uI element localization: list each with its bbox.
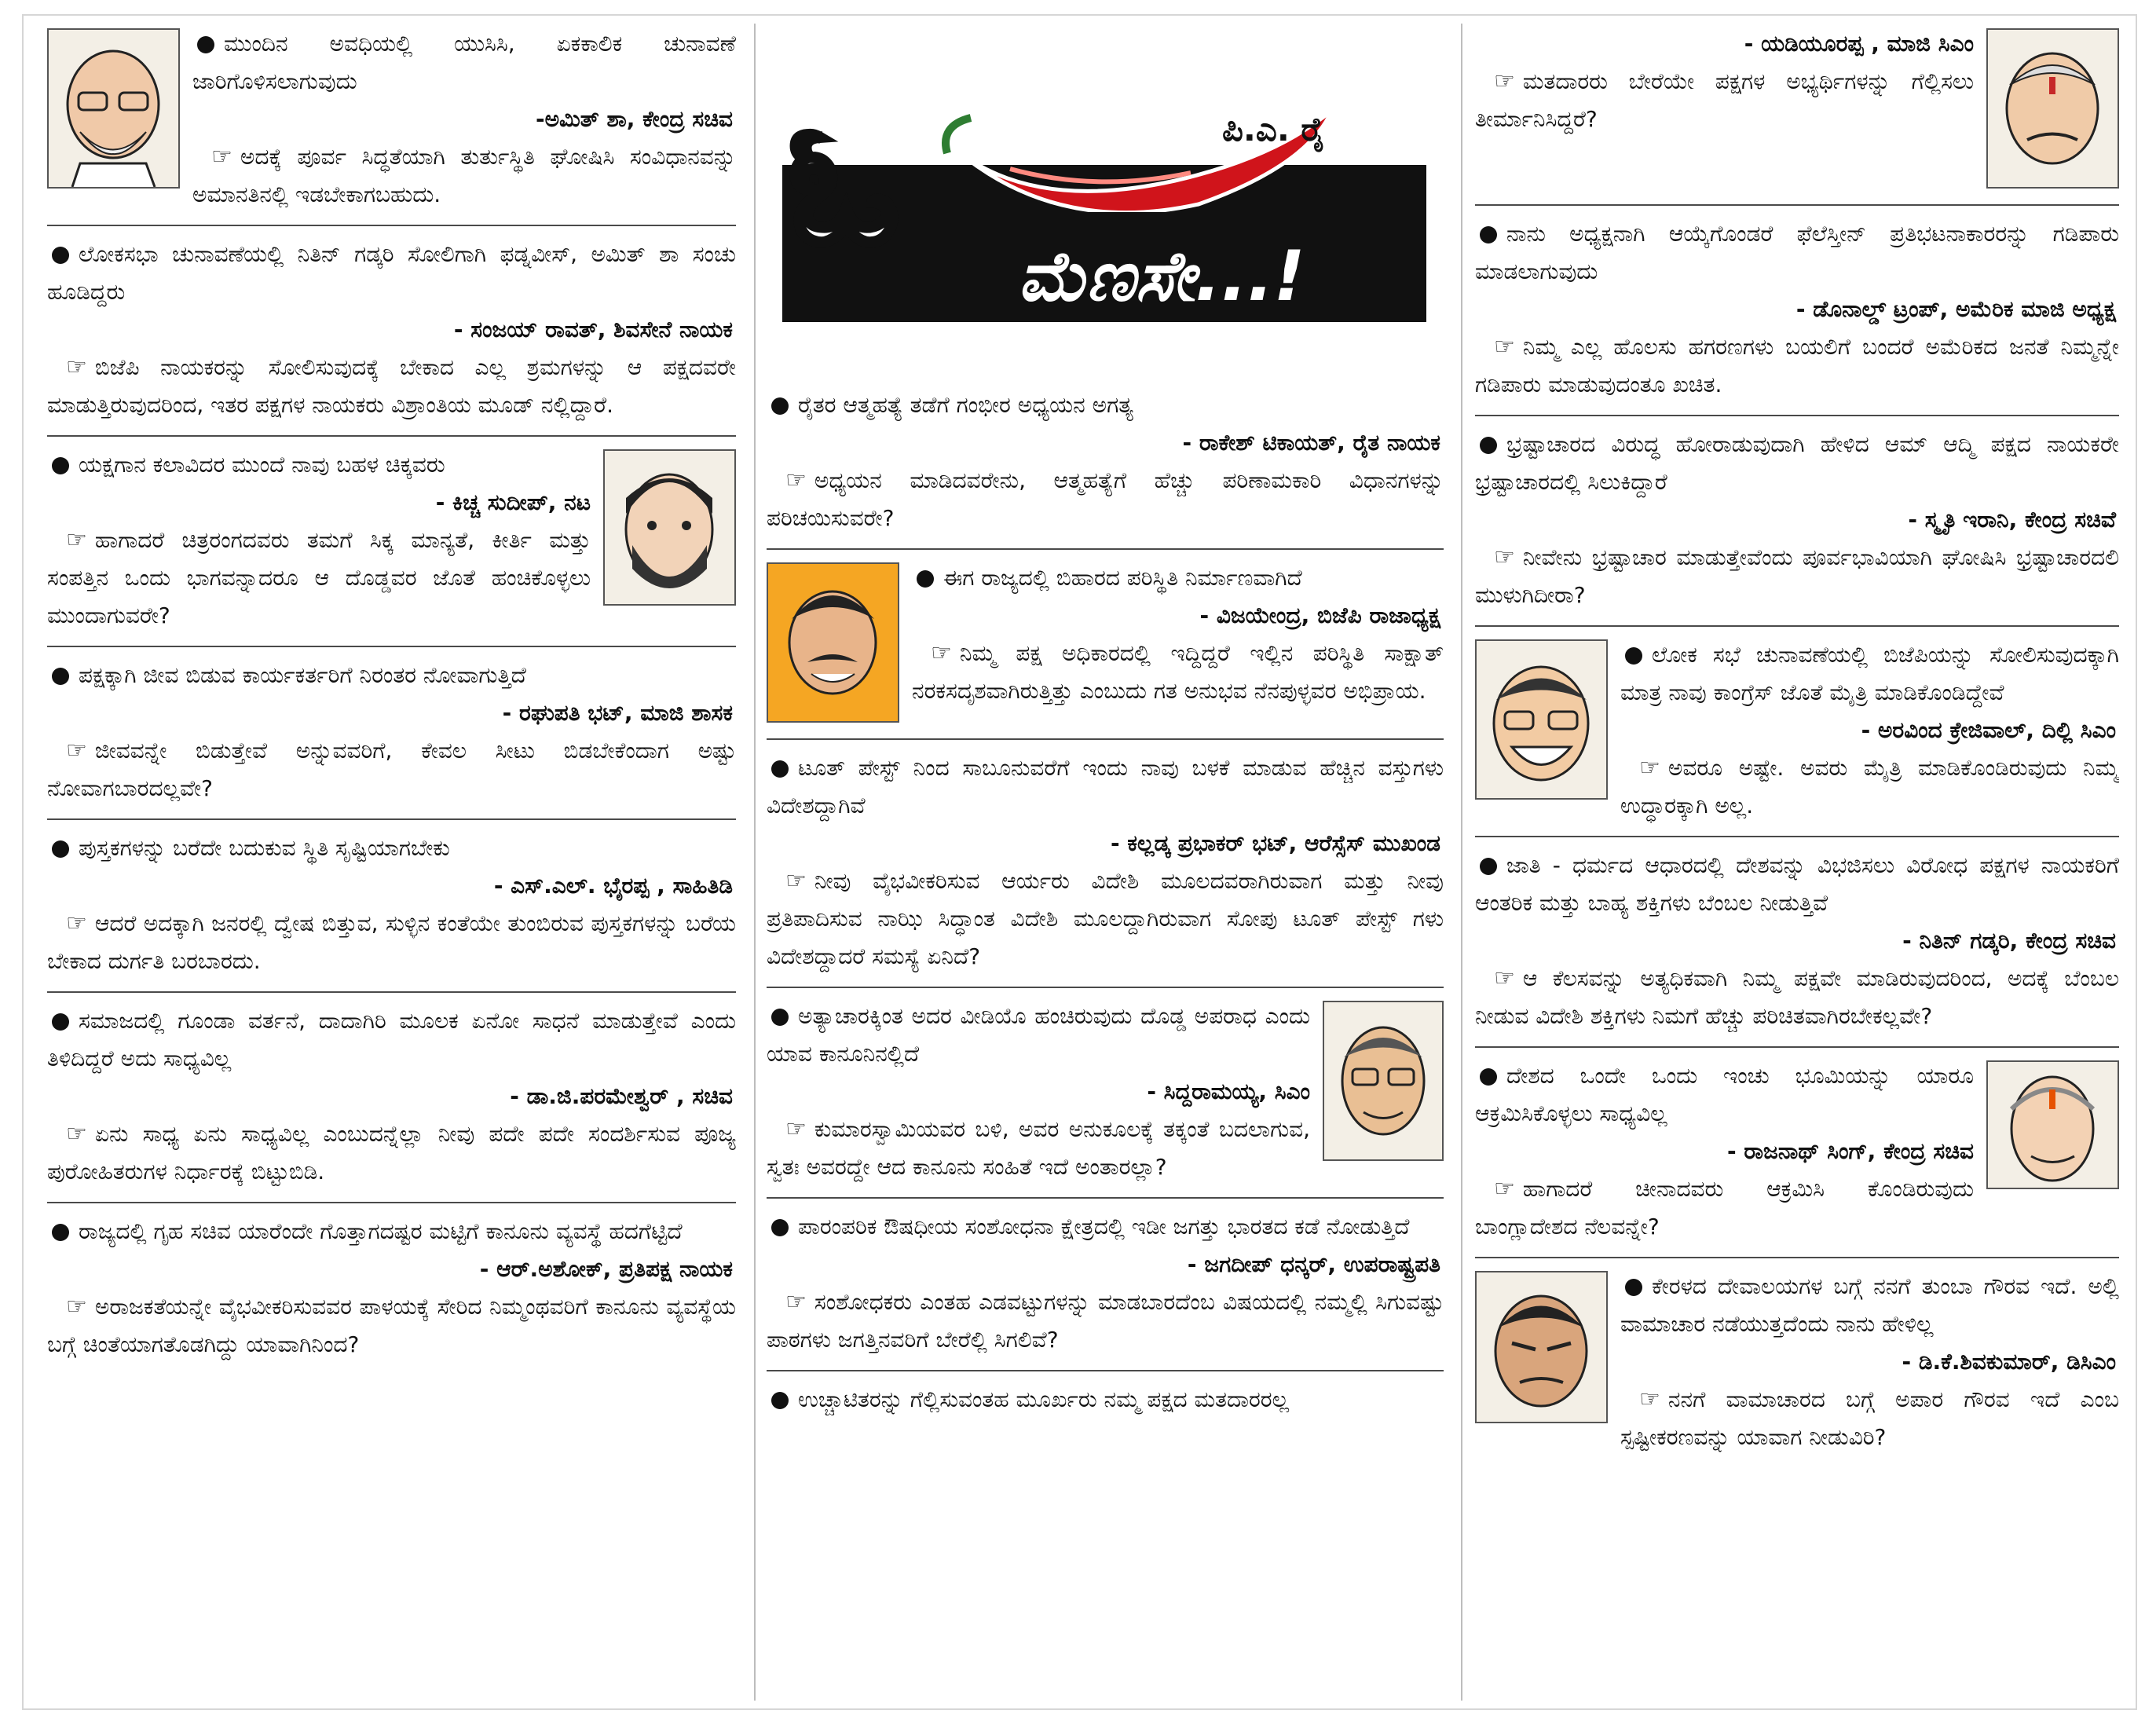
caricature-amit-shah xyxy=(47,28,180,189)
column-middle xyxy=(767,16,1444,1708)
attribution: - ರಘುಪತಿ ಭಟ್, ಮಾಜಿ ಶಾಸಕ xyxy=(502,700,733,726)
attribution: - ಡೊನಾಲ್ಡ್ ಟ್ರಂಪ್, ಅಮೆರಿಕ ಮಾಜಿ ಅಧ್ಯಕ್ಷ xyxy=(1795,296,2116,322)
attribution: - ನಿತಿನ್ ಗಡ್ಕರಿ, ಕೇಂದ್ರ ಸಚಿವ xyxy=(1902,928,2116,954)
attribution: - ಡಿ.ಕೆ.ಶಿವಕುಮಾರ್, ಡಿಸಿಎಂ xyxy=(1902,1349,2116,1375)
attribution: - ಕಲ್ಲಡ್ಕ ಪ್ರಭಾಕರ್ ಭಟ್, ಆರೆಸ್ಸೆಸ್ ಮುಖಂಡ xyxy=(1111,830,1440,856)
quote-text: ಟೂತ್ ಪೇಸ್ಟ್ ನಿಂದ ಸಾಬೂನುವರೆಗೆ ಇಂದು ನಾವು ಬಳಕೆ ಮಾಡುವ ಹೆಚ್ಚಿನ ವಸ್ತುಗಳು ವಿದೇಶದ್ದಾಗಿವೆ xyxy=(767,755,1444,818)
pointing-hand-icon: ☞ xyxy=(785,1115,807,1143)
pointing-hand-icon: ☞ xyxy=(1639,754,1660,782)
caricature-kejriwal xyxy=(1475,639,1608,800)
caricature-sudeep xyxy=(603,449,736,606)
response-text: ಬಿಜೆಪಿ ನಾಯಕರನ್ನು ಸೋಲಿಸುವುದಕ್ಕೆ ಬೇಕಾದ ಎಲ್ಲ ಶ್ರಮಗಳನ್ನು ಆ ಪಕ್ಷದವರೇ ಮಾಡುತ್ತಿರುವುದರಿಂದ, ಇತರ ಪಕ್ಷಗಳ ನಾಯಕರು ವಿಶ್ರಾಂತಿಯ ಮೂಡ್ ನಲ್ಲಿದ್ದಾರೆ. xyxy=(47,354,736,418)
attribution: - ಜಗದೀಪ್ ಧನ್ಕರ್, ಉಪರಾಷ್ಟ್ರಪತಿ xyxy=(1187,1251,1440,1277)
list-item xyxy=(47,437,736,647)
pointing-hand-icon: ☞ xyxy=(211,143,232,170)
masthead xyxy=(782,71,1428,330)
attribution: - ಕಿಚ್ಚ ಸುದೀಪ್, ನಟ xyxy=(435,489,591,515)
list-item xyxy=(47,820,736,993)
pointing-hand-icon: ☞ xyxy=(66,1120,87,1148)
pointing-hand-icon: ☞ xyxy=(1639,1386,1660,1413)
quote-text: ಸಮಾಜದಲ್ಲಿ ಗೂಂಡಾ ವರ್ತನೆ, ದಾದಾಗಿರಿ ಮೂಲಕ ಏನೋ ಸಾಧನೆ ಮಾಡುತ್ತೇವೆ ಎಂದು ತಿಳಿದಿದ್ದರೆ ಅದು ಸಾಧ್ಯವಿಲ್ಲ xyxy=(47,1008,736,1071)
bullet-icon xyxy=(52,668,69,685)
quote-text: ಮುಂದಿನ ಅವಧಿಯಲ್ಲಿ ಯುಸಿಸಿ, ಏಕಕಾಲಿಕ ಚುನಾವಣೆ ಜಾರಿಗೊಳಿಸಲಾಗುವುದು xyxy=(192,31,736,94)
pointing-hand-icon: ☞ xyxy=(1494,333,1515,361)
response-text: ಹಾಗಾದರೆ ಚೀನಾದವರು ಆಕ್ರಮಿಸಿ ಕೊಂಡಿರುವುದು ಬಾಂಗ್ಲಾದೇಶದ ನೆಲವನ್ನೇ? xyxy=(1475,1176,1974,1239)
list-item xyxy=(767,988,1444,1199)
list-item xyxy=(1475,627,2119,837)
response-text: ಕುಮಾರಸ್ವಾಮಿಯವರ ಬಳಿ, ಅವರ ಅನುಕೂಲಕ್ಕೆ ತಕ್ಕಂತೆ ಬದಲಾಗುವ, ಸ್ವತಃ ಅವರದ್ದೇ ಆದ ಕಾನೂನು ಸಂಹಿತೆ ಇದೆ ಅಂತಾರಲ್ಲಾ? xyxy=(767,1116,1310,1180)
pointing-hand-icon: ☞ xyxy=(1494,965,1515,992)
list-item xyxy=(47,16,736,226)
pointing-hand-icon: ☞ xyxy=(931,639,952,667)
response-text: ಏನು ಸಾಧ್ಯ ಏನು ಸಾಧ್ಯವಿಲ್ಲ ಎಂಬುದನ್ನೆಲ್ಲಾ ನೀವು ಪದೇ ಪದೇ ಸಂದರ್ಶಿಸುವ ಪೂಜ್ಯ ಪುರೋಹಿತರುಗಳ ನಿರ್ಧಾರಕ್ಕೆ ಬಿಟ್ಟುಬಿಡಿ. xyxy=(47,1121,736,1185)
bullet-icon xyxy=(1480,858,1497,875)
column-left xyxy=(47,16,736,1708)
bullet-icon xyxy=(1625,1279,1642,1296)
list-item xyxy=(1475,1258,2119,1467)
bullet-icon xyxy=(771,760,789,778)
page xyxy=(22,14,2137,1710)
pointing-hand-icon: ☞ xyxy=(66,353,87,381)
attribution: - ರಾಕೇಶ್ ಟಿಕಾಯತ್, ರೈತ ನಾಯಕ xyxy=(1182,430,1440,456)
list-item xyxy=(47,1203,736,1375)
quote-text: ಈಗ ರಾಜ್ಯದಲ್ಲಿ ಬಿಹಾರದ ಪರಿಸ್ಥಿತಿ ನಿರ್ಮಾಣವಾಗಿದೆ xyxy=(943,565,1302,591)
quote-text: ಪಕ್ಷಕ್ಕಾಗಿ ಜೀವ ಬಿಡುವ ಕಾರ್ಯಕರ್ತರಿಗೆ ನಿರಂತರ ನೋವಾಗುತ್ತಿದೆ xyxy=(79,662,526,688)
caricature-dk-shivakumar xyxy=(1475,1271,1608,1423)
response-text: ಅವರೂ ಅಷ್ಟೇ. ಅವರು ಮೈತ್ರಿ ಮಾಡಿಕೊಂಡಿರುವುದು ನಿಮ್ಮ ಉದ್ಧಾರಕ್ಕಾಗಿ ಅಲ್ಲ. xyxy=(1620,755,2119,818)
pointing-hand-icon: ☞ xyxy=(66,526,87,554)
response-text: ಜೀವವನ್ನೇ ಬಿಡುತ್ತೇವೆ ಅನ್ನುವವರಿಗೆ, ಕೇವಲ ಸೀಟು ಬಿಡಬೇಕೆಂದಾಗ ಅಷ್ಟು ನೋವಾಗಬಾರದಲ್ಲವೇ? xyxy=(47,738,736,801)
list-item xyxy=(767,550,1444,740)
attribution: - ರಾಜನಾಥ್ ಸಿಂಗ್, ಕೇಂದ್ರ ಸಚಿವ xyxy=(1726,1138,1974,1164)
response-text: ಸಂಶೋಧಕರು ಎಂತಹ ಎಡವಟ್ಟುಗಳನ್ನು ಮಾಡಬಾರದೆಂಬ ವಿಷಯದಲ್ಲಿ ನಮ್ಮಲ್ಲಿ ಸಿಗುವಷ್ಟು ಪಾಠಗಳು ಜಗತ್ತಿನವರಿಗೆ ಬೇರೆಲ್ಲಿ ಸಿಗಲಿವೆ? xyxy=(767,1289,1444,1353)
caricature-yediyurappa xyxy=(1986,28,2119,189)
response-text: ನಿಮ್ಮ ಪಕ್ಷ ಅಧಿಕಾರದಲ್ಲಿ ಇದ್ದಿದ್ದರೆ ಇಲ್ಲಿನ ಪರಿಸ್ಥಿತಿ ಸಾಕ್ಷಾತ್ ನರಕಸದೃಶವಾಗಿರುತ್ತಿತ್ತು ಎಂಬುದು ಗತ ಅನುಭವ ನೆನಪುಳ್ಳವರ ಅಭಿಪ್ರಾಯ. xyxy=(912,640,1444,704)
quote-text: ದೇಶದ ಒಂದೇ ಒಂದು ಇಂಚು ಭೂಮಿಯನ್ನು ಯಾರೂ ಆಕ್ರಮಿಸಿಕೊಳ್ಳಲು ಸಾಧ್ಯವಿಲ್ಲ xyxy=(1475,1063,1974,1126)
attribution: - ಡಾ.ಜಿ.ಪರಮೇಶ್ವರ್ , ಸಚಿವ xyxy=(510,1083,733,1109)
caricature-vijayendra xyxy=(767,562,899,723)
pointing-hand-icon: ☞ xyxy=(785,467,807,494)
attribution: - ಆರ್.ಅಶೋಕ್, ಪ್ರತಿಪಕ್ಷ ನಾಯಕ xyxy=(479,1256,733,1282)
list-item xyxy=(767,1199,1444,1371)
response-text: ನೀವು ವೈಭವೀಕರಿಸುವ ಆರ್ಯರು ವಿದೇಶಿ ಮೂಲದವರಾಗಿರುವಾಗ ಮತ್ತು ನೀವು ಪ್ರತಿಪಾದಿಸುವ ನಾಝಿ ಸಿದ್ಧಾಂತ ವಿದೇಶಿ ಮೂಲದ್ದಾಗಿರುವಾಗ ಸೋಪು ಟೂತ್ ಪೇಸ್ಟ್ ಗಳು ವಿದೇಶದ್ದಾದರೆ ಸಮಸ್ಯೆ ಏನಿದೆ? xyxy=(767,868,1444,969)
list-item xyxy=(47,647,736,820)
attribution: -ಅಮಿತ್ ಶಾ, ಕೇಂದ್ರ ಸಚಿವ xyxy=(535,106,733,132)
pointing-hand-icon: ☞ xyxy=(66,1293,87,1320)
quote-text: ಯಕ್ಷಗಾನ ಕಲಾವಿದರ ಮುಂದೆ ನಾವು ಬಹಳ ಚಿಕ್ಕವರು xyxy=(79,452,445,478)
bullet-icon xyxy=(1480,437,1497,454)
column-author: ಪಿ.ಎ. ರೈ xyxy=(1222,110,1326,148)
bullet-icon xyxy=(52,1224,69,1241)
attribution: - ಸ್ಮೃತಿ ಇರಾನಿ, ಕೇಂದ್ರ ಸಚಿವೆ xyxy=(1908,507,2116,533)
quote-text: ಉಚ್ಚಾಟಿತರನ್ನು ಗೆಲ್ಲಿಸುವಂತಹ ಮೂರ್ಖರು ನಮ್ಮ ಪಕ್ಷದ ಮತದಾರರಲ್ಲ xyxy=(798,1386,1290,1412)
quote-text: ರೈತರ ಆತ್ಮಹತ್ಯೆ ತಡೆಗೆ ಗಂಭೀರ ಅಧ್ಯಯನ ಅಗತ್ಯ xyxy=(798,392,1133,418)
attribution: - ಅರವಿಂದ ಕ್ರೇಜಿವಾಲ್, ದಿಲ್ಲಿ ಸಿಎಂ xyxy=(1861,717,2116,743)
response-text: ನೀವೇನು ಭ್ರಷ್ಟಾಚಾರ ಮಾಡುತ್ತೇವೆಂದು ಪೂರ್ವಭಾವಿಯಾಗಿ ಘೋಷಿಸಿ ಭ್ರಷ್ಟಾಚಾರದಲಿ ಮುಳುಗಿದೀರಾ? xyxy=(1475,544,2119,608)
pointing-hand-icon: ☞ xyxy=(785,867,807,895)
pointing-hand-icon: ☞ xyxy=(66,737,87,764)
pointing-hand-icon: ☞ xyxy=(785,1288,807,1316)
bullet-icon xyxy=(771,397,789,415)
bullet-icon xyxy=(917,570,934,588)
quote-text: ಲೋಕ ಸಭೆ ಚುನಾವಣೆಯಲ್ಲಿ ಬಿಜೆಪಿಯನ್ನು ಸೋಲಿಸುವುದಕ್ಕಾಗಿ ಮಾತ್ರ ನಾವು ಕಾಂಗ್ರೆಸ್ ಜೊತೆ ಮೈತ್ರಿ ಮಾಡಿಕೊಂಡಿದ್ದೇವೆ xyxy=(1620,642,2119,705)
response-text: ಆ ಕೆಲಸವನ್ನು ಅತ್ಯಧಿಕವಾಗಿ ನಿಮ್ಮ ಪಕ್ಷವೇ ಮಾಡಿರುವುದರಿಂದ, ಅದಕ್ಕೆ ಬೆಂಬಲ ನೀಡುವ ವಿದೇಶಿ ಶಕ್ತಿಗಳು ನಿಮಗೆ ಹೆಚ್ಚು ಪರಿಚಿತವಾಗಿರಬೇಕಲ್ಲವೇ? xyxy=(1475,965,2119,1029)
quote-text: ರಾಜ್ಯದಲ್ಲಿ ಗೃಹ ಸಚಿವ ಯಾರೆಂದೇ ಗೊತ್ತಾಗದಷ್ಟರ ಮಟ್ಟಿಗೆ ಕಾನೂನು ವ್ಯವಸ್ಥೆ ಹದಗೆಟ್ಟಿದೆ xyxy=(79,1218,683,1244)
bullet-icon xyxy=(771,1219,789,1236)
pointing-hand-icon: ☞ xyxy=(1494,1175,1515,1203)
caricature-rajnath-singh xyxy=(1986,1060,2119,1189)
bullet-icon xyxy=(771,1392,789,1409)
bullet-icon xyxy=(1480,226,1497,244)
attribution: - ಯಡಿಯೂರಪ್ಪ , ಮಾಜಿ ಸಿಎಂ xyxy=(1744,31,1974,57)
response-text: ಹಾಗಾದರೆ ಚಿತ್ರರಂಗದವರು ತಮಗೆ ಸಿಕ್ಕ ಮಾನ್ಯತೆ, ಕೀರ್ತಿ ಮತ್ತು ಸಂಪತ್ತಿನ ಒಂದು ಭಾಗವನ್ನಾದರೂ ಆ ದೊಡ್ಡವರ ಜೊತೆ ಹಂಚಿಕೊಳ್ಳಲು ಮುಂದಾಗುವರೇ? xyxy=(47,527,591,628)
list-item xyxy=(767,1371,1444,1430)
response-text: ಆದರೆ ಅದಕ್ಕಾಗಿ ಜನರಲ್ಲಿ ದ್ವೇಷ ಬಿತ್ತುವ, ಸುಳ್ಳಿನ ಕಂತೆಯೇ ತುಂಬಿರುವ ಪುಸ್ತಕಗಳನ್ನು ಬರೆಯ ಬೇಕಾದ ದುರ್ಗತಿ ಬರಬಾರದು. xyxy=(47,910,736,974)
bullet-icon xyxy=(52,840,69,858)
response-text: ನಿಮ್ಮ ಎಲ್ಲ ಹೊಲಸು ಹಗರಣಗಳು ಬಯಲಿಗೆ ಬಂದರೆ ಅಮೆರಿಕದ ಜನತೆ ನಿಮ್ಮನ್ನೇ ಗಡಿಪಾರು ಮಾಡುವುದಂತೂ ಖಚಿತ. xyxy=(1475,334,2119,397)
masthead-title: ಮೆಣಸೇ...! xyxy=(1018,236,1305,317)
quote-text: ಪಾರಂಪರಿಕ ಔಷಧೀಯ ಸಂಶೋಧನಾ ಕ್ಷೇತ್ರದಲ್ಲಿ ಇಡೀ ಜಗತ್ತು ಭಾರತದ ಕಡೆ ನೋಡುತ್ತಿದೆ xyxy=(798,1214,1410,1239)
quote-text: ಜಾತಿ - ಧರ್ಮದ ಆಧಾರದಲ್ಲಿ ದೇಶವನ್ನು ವಿಭಜಿಸಲು ವಿರೋಧ ಪಕ್ಷಗಳ ನಾಯಕರಿಗೆ ಆಂತರಿಕ ಮತ್ತು ಬಾಹ್ಯ ಶಕ್ತಿಗಳು ಬೆಂಬಲ ನೀಡುತ್ತಿವೆ xyxy=(1475,852,2119,916)
list-item xyxy=(1475,1048,2119,1258)
masthead-logo: ಓ xyxy=(789,88,900,280)
quote-text: ಪುಸ್ತಕಗಳನ್ನು ಬರೆದೇ ಬದುಕುವ ಸ್ಥಿತಿ ಸೃಷ್ಟಿಯಾಗಬೇಕು xyxy=(79,835,450,861)
bullet-icon xyxy=(1625,647,1642,665)
response-text: ಅರಾಜಕತೆಯನ್ನೇ ವೈಭವೀಕರಿಸುವವರ ಪಾಳಯಕ್ಕೆ ಸೇರಿದ ನಿಮ್ಮಂಥವರಿಗೆ ಕಾನೂನು ವ್ಯವಸ್ಥೆಯ ಬಗ್ಗೆ ಚಿಂತೆಯಾಗತೊಡಗಿದ್ದು ಯಾವಾಗಿನಿಂದ? xyxy=(47,1294,736,1357)
column-right xyxy=(1475,16,2119,1708)
quote-text: ಭ್ರಷ್ಟಾಚಾರದ ವಿರುದ್ಧ ಹೋರಾಡುವುದಾಗಿ ಹೇಳಿದ ಆಮ್ ಆದ್ಮಿ ಪಕ್ಷದ ನಾಯಕರೇ ಭ್ರಷ್ಟಾಚಾರದಲ್ಲಿ ಸಿಲುಕಿದ್ದಾರೆ xyxy=(1475,431,2119,495)
attribution: - ಎಸ್.ಎಲ್. ಭೈರಪ್ಪ , ಸಾಹಿತಿಡಿ xyxy=(493,873,733,899)
quote-text: ಕೇರಳದ ದೇವಾಲಯಗಳ ಬಗ್ಗೆ ನನಗೆ ತುಂಬಾ ಗೌರವ ಇದೆ. ಅಲ್ಲಿ ವಾಮಾಚಾರ ನಡೆಯುತ್ತದೆಂದು ನಾನು ಹೇಳಿಲ್ಲ xyxy=(1620,1273,2119,1337)
pointing-hand-icon: ☞ xyxy=(66,910,87,937)
attribution: - ಸಂಜಯ್ ರಾವತ್, ಶಿವಸೇನೆ ನಾಯಕ xyxy=(453,317,733,342)
list-item xyxy=(1475,837,2119,1048)
caricature-siddaramaiah xyxy=(1323,1001,1444,1161)
quote-text: ಲೋಕಸಭಾ ಚುನಾವಣೆಯಲ್ಲಿ ನಿತಿನ್ ಗಡ್ಕರಿ ಸೋಲಿಗಾಗಿ ಫಡ್ನವೀಸ್, ಅಮಿತ್ ಶಾ ಸಂಚು ಹೂಡಿದ್ದರು xyxy=(47,241,736,305)
response-text: ಅದಕ್ಕೆ ಪೂರ್ವ ಸಿದ್ಧತೆಯಾಗಿ ತುರ್ತುಸ್ಥಿತಿ ಘೋಷಿಸಿ ಸಂವಿಧಾನವನ್ನು ಅಮಾನತಿನಲ್ಲಿ ಇಡಬೇಕಾಗಬಹುದು. xyxy=(192,144,736,207)
bullet-icon xyxy=(1480,1068,1497,1086)
response-text: ಮತದಾರರು ಬೇರೆಯೇ ಪಕ್ಷಗಳ ಅಭ್ಯರ್ಥಿಗಳನ್ನು ಗೆಲ್ಲಿಸಲು ತೀರ್ಮಾನಿಸಿದ್ದರೆ? xyxy=(1475,68,1974,132)
list-item xyxy=(767,377,1444,550)
column-divider xyxy=(1461,24,1462,1701)
pointing-hand-icon: ☞ xyxy=(1494,68,1515,95)
list-item xyxy=(47,226,736,437)
quote-text: ಅತ್ಯಾಚಾರಕ್ಕಿಂತ ಅದರ ವೀಡಿಯೊ ಹಂಚಿರುವುದು ದೊಡ್ಡ ಅಪರಾಧ ಎಂದು ಯಾವ ಕಾನೂನಿನಲ್ಲಿದೆ xyxy=(767,1003,1310,1067)
bullet-icon xyxy=(52,247,69,264)
bullet-icon xyxy=(52,1013,69,1031)
list-item xyxy=(47,993,736,1203)
list-item xyxy=(1475,416,2119,627)
bullet-icon xyxy=(52,457,69,474)
bullet-icon xyxy=(197,36,214,53)
list-item xyxy=(1475,16,2119,206)
attribution: - ಸಿದ್ದರಾಮಯ್ಯ, ಸಿಎಂ xyxy=(1147,1078,1310,1104)
list-item xyxy=(1475,206,2119,416)
quote-text: ನಾನು ಅಧ್ಯಕ್ಷನಾಗಿ ಆಯ್ಕೆಗೊಂಡರೆ ಫೆಲೆಸ್ತೀನ್ ಪ್ರತಿಭಟನಾಕಾರರನ್ನು ಗಡಿಪಾರು ಮಾಡಲಾಗುವುದು xyxy=(1475,221,2119,284)
column-divider xyxy=(754,24,756,1701)
response-text: ನನಗೆ ವಾಮಾಚಾರದ ಬಗ್ಗೆ ಅಪಾರ ಗೌರವ ಇದೆ ಎಂಬ ಸ್ಪಷ್ಟೀಕರಣವನ್ನು ಯಾವಾಗ ನೀಡುವಿರಿ? xyxy=(1620,1386,2119,1450)
response-text: ಅಧ್ಯಯನ ಮಾಡಿದವರೇನು, ಆತ್ಮಹತ್ಯೆಗೆ ಹೆಚ್ಚು ಪರಿಣಾಮಕಾರಿ ವಿಧಾನಗಳನ್ನು ಪರಿಚಯಿಸುವರೇ? xyxy=(767,467,1444,531)
attribution: - ವಿಜಯೇಂದ್ರ, ಬಿಜೆಪಿ ರಾಜಾಧ್ಯಕ್ಷ xyxy=(1199,602,1440,628)
list-item xyxy=(767,740,1444,988)
bullet-icon xyxy=(771,1009,789,1026)
pointing-hand-icon: ☞ xyxy=(1494,544,1515,571)
